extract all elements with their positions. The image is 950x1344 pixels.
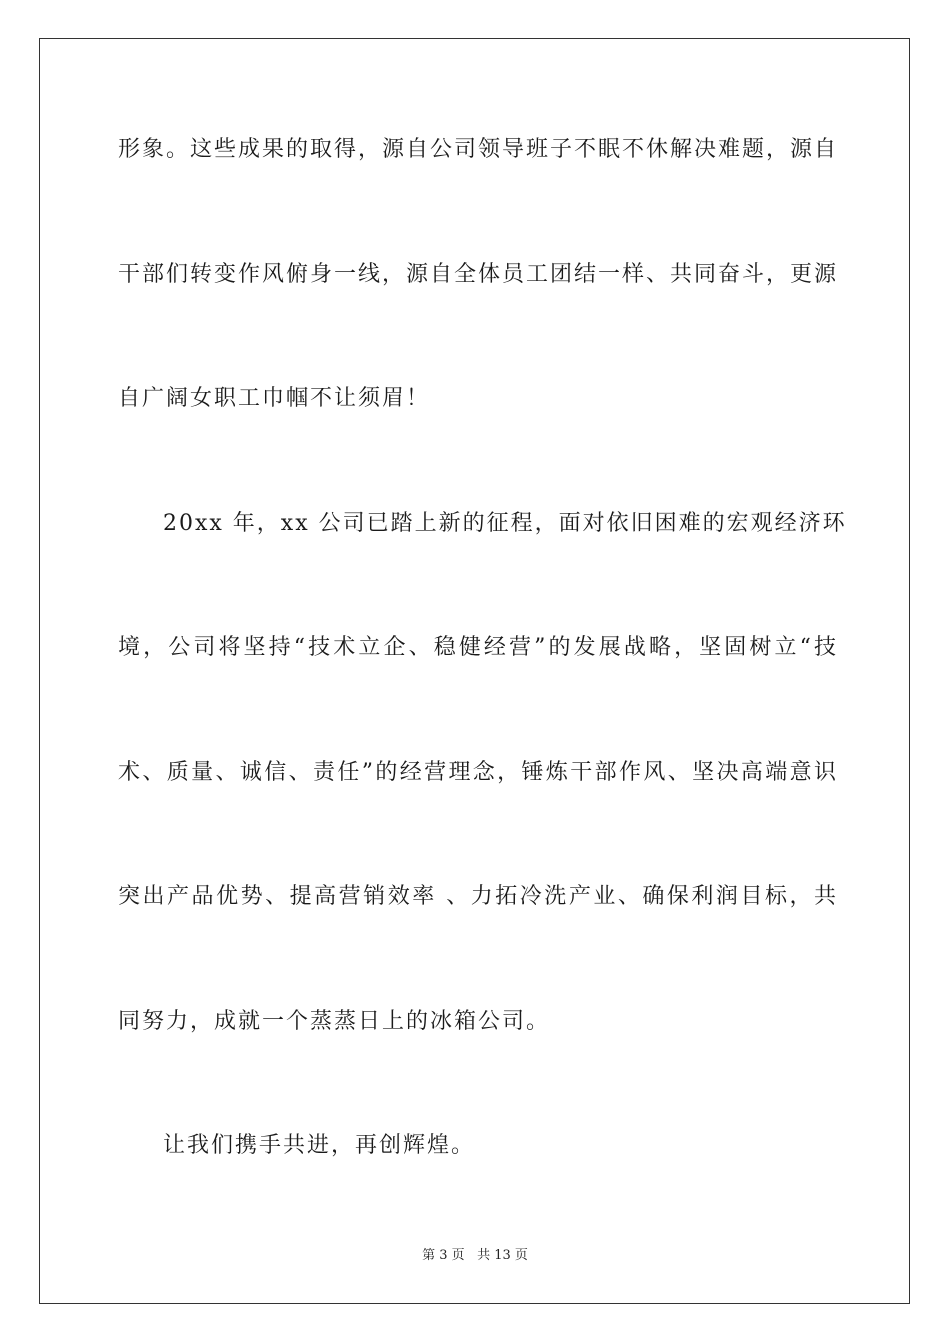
text-line: 让我们携手共进，再创辉煌。	[163, 1133, 476, 1158]
text-line: 境，公司将坚持“技术立企、稳健经营”的发展战略，坚固树立“技	[118, 635, 838, 660]
text-line: 术、质量、诚信、责任”的经营理念，锤炼干部作风、坚决高端意识	[118, 760, 838, 785]
text-line: 同努力，成就一个蒸蒸日上的冰箱公司。	[118, 1009, 551, 1034]
page-footer	[0, 1247, 950, 1265]
page-number: 第 3 页	[422, 1248, 465, 1263]
text-line: 形象。这些成果的取得，源自公司领导班子不眠不休解决难题，源自	[118, 137, 839, 162]
text-line: 20xx 年，xx 公司已踏上新的征程，面对依旧困难的宏观经济环	[163, 511, 847, 536]
page-frame	[39, 38, 910, 1304]
text-line: 自广阔女职工巾帼不让须眉！	[118, 386, 431, 411]
page-total: 共 13 页	[477, 1248, 528, 1263]
text-line: 突出产品优势、提高营销效率 、力拓冷洗产业、确保利润目标，共	[118, 884, 838, 909]
text-line: 干部们转变作风俯身一线，源自全体员工团结一样、共同奋斗，更源	[118, 262, 839, 287]
